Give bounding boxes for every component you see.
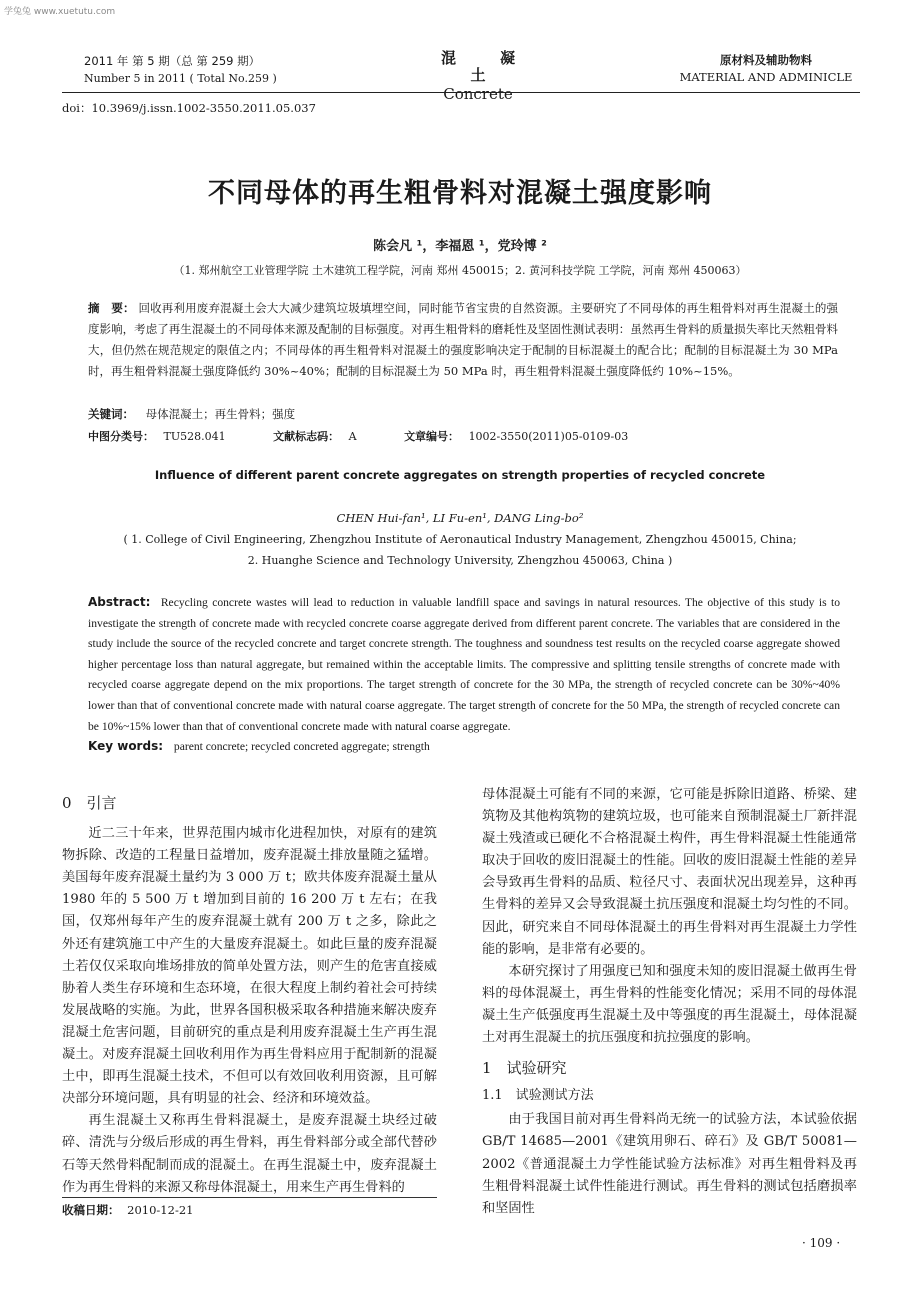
abstract-en-text: Recycling concrete wastes will lead to reduction in valuable landfill space and savings in natural resources. The objective of this study is to investigate the strength of concrete made with recycled concrete coarse aggregate derived from different parent concrete. The variables that are considered in the study include the source of the recycled concrete and target concrete strength. The toughness and soundness test results on the recycled coarse aggregate showed higher percentage loss than natural aggregate, but remained within the acceptable limits. The compressive and splitting tensile strengths of concrete made with recycled coarse aggregate depend on the mix proportions. The target strength of concrete for the 30 MPa, the strength of recycled concrete can be 30%~40% lower than that of conventional concrete made with natural coarse aggregate. The target strength of concrete for the 50 MPa, the strength of recycled concrete can be 10%~15% lower than that of conventional concrete made with natural coarse aggregate. [88,596,840,733]
classification [88,428,848,444]
clc-value: TU528.041 [163,430,226,443]
doc-code-value: A [348,430,357,443]
header-rule [62,92,860,93]
journal-en: Concrete [443,85,513,103]
keywords-cn-label: 关键词： [88,407,134,421]
footnote-rule [62,1197,437,1198]
keywords-en-text: parent concrete; recycled concreted aggregate; strength [173,740,430,753]
section-0-paragraph-1: 近二三十年来，世界范围内城市化进程加快，对原有的建筑物拆除、改造的工程量日益增加，废弃混凝土排放量随之猛增。美国每年废弃混凝土量约为 3 000 万 t；欧共体废弃混凝土量从 1980 年的 5 500 万 t 增加到目前的 16 200 万 t 左右；在我国，仅郑州每年产生的废弃混凝土就有 200 万 t 之多，除此之外还有建筑施工中产生的大量废弃混凝土。如此巨量的废弃混凝土若仅仅采取向堆场排放的简单处置方法，则产生的危害直接威胁着人类生存环境和生态环境，在很大程度上制约着社会可持续发展战略的实施。为此，世界各国积极采取各种措施来解决废弃混凝土危害问题，目前研究的重点是利用废弃混凝土生产再生混凝土。对废弃混凝土回收利用作为再生骨料应用于配制新的混凝土中，即再生混凝土技术，不但可以有效回收利用资源，且可解决部分环境问题，具有明显的社会、经济和环境效益。 [62,826,437,1107]
authors-cn: 陈会凡 ¹，李福恩 ¹，党玲博 ² [373,239,547,254]
authors-en: CHEN Hui-fan¹, LI Fu-en¹, DANG Ling-bo² [336,511,584,525]
section-1-heading: 1 试验研究 [482,1059,567,1078]
left-column [62,792,437,1199]
doi: doi：10.3969/j.issn.1002-3550.2011.05.037 [62,101,316,115]
affiliation-en-2: 2. Huanghe Science and Technology University, Zhengzhou 450063, China ) [247,554,673,567]
clc-label: 中图分类号： [88,430,154,443]
article-no-label: 文章编号： [404,430,460,443]
doc-code-label: 文献标志码： [273,430,340,443]
issue-cn: 2011 年 第 5 期（总 第 259 期） [84,54,261,68]
affiliation-en [0,529,920,571]
received-value: 2010-12-21 [127,1203,194,1217]
issue-en: Number 5 in 2011 ( Total No.259 ) [84,72,277,85]
keywords-en [88,736,840,758]
received-label: 收稿日期： [62,1203,120,1217]
column-cn: 原材料及辅助物料 [720,53,812,67]
keywords-cn-text: 母体混凝土；再生骨料；强度 [145,407,296,421]
keywords-en-label: Key words: [88,739,164,753]
watermark: 学兔兔 www.xuetutu.com [4,7,116,17]
received-date [62,1202,193,1218]
abstract-en-label: Abstract: [88,595,151,609]
section-0-paragraph-2: 再生混凝土又称再生骨料混凝土，是废弃混凝土块经过破碎、清洗与分级后形成的再生骨料，再生骨料部分或全部代替砂石等天然骨料配制而成的混凝土。在再生混凝土中，废弃混凝土作为再生骨料的来源又称母体混凝土，用来生产再生骨料的 [62,1113,437,1195]
affiliation-cn: （1. 郑州航空工业管理学院 土木建筑工程学院，河南 郑州 450015；2. 黄河科技学院 工学院，河南 郑州 450063） [173,264,747,277]
journal-name [368,50,588,103]
journal-cn: 混凝土 [440,49,559,84]
abstract-en [88,592,840,737]
section-1-paragraph-1: 由于我国目前对再生骨料尚无统一的试验方法，本试验依据 GB/T 14685—2001《建筑用卵石、碎石》及 GB/T 50081—2002《普通混凝土力学性能试验方法标准》对再生粗骨料及再生粗骨料混凝土试件性能进行测试。再生骨料的测试包括磨损率和坚固性 [482,1112,857,1216]
keywords-cn [88,406,295,422]
affiliation-en-1: ( 1. College of Civil Engineering, Zhengzhou Institute of Aeronautical Industry Management, Zhengzhou 450015, China; [123,533,797,546]
section-0-paragraph-3: 母体混凝土可能有不同的来源，它可能是拆除旧道路、桥梁、建筑物及其他构筑物的建筑垃圾，也可能来自预制混凝土厂新拌混凝土残渣或已硬化不合格混凝土构件，再生骨料混凝土性能通常取决于回收的废旧混凝土的性能。回收的废旧混凝土性能的差异会导致再生骨料的品质、粒径尺寸、表面状况出现差异，这种再生骨料的差异又会导致混凝土抗压强度和混凝土均匀性的不同。因此，研究来自不同母体混凝土的再生骨料对再生混凝土力学性能的影响，是非常有必要的。 [482,787,857,957]
issue-info [84,53,277,87]
abstract-cn-label: 摘 要： [88,301,135,315]
paper-title-en: Influence of different parent concrete aggregates on strength properties of recycled concrete [154,468,766,482]
column-en: MATERIAL AND ADMINICLE [679,70,853,84]
right-column [482,784,857,1220]
article-no-value: 1002-3550(2011)05-0109-03 [468,430,629,443]
abstract-cn-text: 回收再利用废弃混凝土会大大减少建筑垃圾填埋空间，同时能节省宝贵的自然资源。主要研究了不同母体的再生粗骨料对再生混凝土的强度影响，考虑了再生混凝土的不同母体来源及配制的目标强度。对再生粗骨料的磨耗性及坚固性测试表明：虽然再生骨料的质量损失率比天然粗骨料大，但仍然在规范规定的限值之内；不同母体的再生粗骨料对混凝土的强度影响决定于配制的目标混凝土的配合比；配制的目标混凝土为 30 MPa 时，再生粗骨料混凝土强度降低约 30%~40%；配制的目标混凝土为 50 MPa 时，再生粗骨料混凝土强度降低约 10%~15%。 [88,301,839,378]
abstract-cn [88,298,838,382]
section-1-1-heading: 1.1 试验测试方法 [482,1088,594,1104]
section-0-paragraph-4: 本研究探讨了用强度已知和强度未知的废旧混凝土做再生骨料的母体混凝土，再生骨料的性能变化情况；采用不同的母体混凝土生产低强度再生混凝土及中等强度的再生混凝土，母体混凝土对再生混凝土的抗压强度和抗拉强度的影响。 [482,963,857,1046]
page-number: · 109 · [802,1236,841,1250]
paper-title: 不同母体的再生粗骨料对混凝土强度影响 [208,178,712,209]
column-name [676,52,856,86]
section-0-heading: 0 引言 [62,794,117,812]
